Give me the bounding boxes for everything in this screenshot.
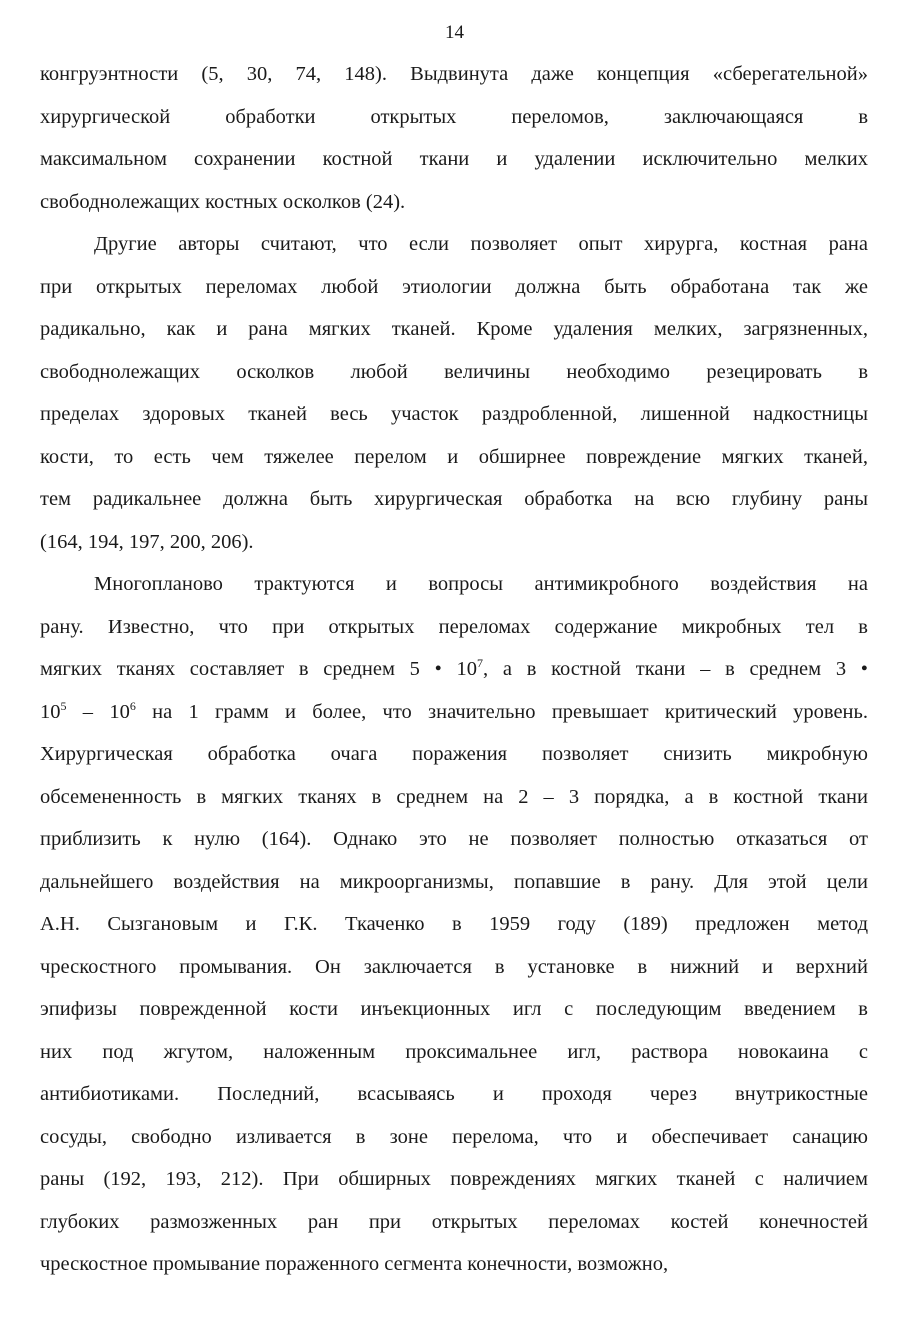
text-line: рану. Известно, что при открытых переломах содержание микробных тел в	[40, 615, 868, 638]
superscript-exponent: 7	[477, 656, 484, 671]
text-line: сосуды, свободно изливается в зоне перелома, что и обеспечивает санацию	[40, 1125, 868, 1148]
text-line	[40, 648, 868, 691]
text-line: чрескостное промывание пораженного сегмента конечности, возможно,	[40, 1253, 669, 1275]
paragraph-p2	[40, 223, 868, 563]
text-line: А.Н. Сызгановым и Г.К. Ткаченко в 1959 году (189) предложен метод	[40, 913, 868, 935]
text-segment: на 1 грамм и более, что значительно превышает критический уровень.	[135, 700, 868, 723]
text-segment: 10	[40, 700, 61, 723]
superscript-exponent: 6	[129, 698, 136, 713]
text-line: хирургической обработки открытых переломов, заключающаяся в	[40, 105, 868, 128]
text-line: эпифизы поврежденной кости инъекционных игл с последующим введением в	[40, 998, 868, 1020]
text-line: антибиотиками. Последний, всасываясь и проходя через внутрикостные	[40, 1083, 868, 1105]
text-line: свободнолежащих осколков любой величины необходимо резецировать в	[40, 360, 868, 383]
text-line: конгруэнтности (5, 30, 74, 148). Выдвинута даже концепция «сберегательной»	[40, 63, 868, 85]
text-line: свободнолежащих костных осколков (24).	[40, 190, 406, 213]
text-line: кости, то есть чем тяжелее перелом и обширнее повреждение мягких тканей,	[40, 445, 868, 468]
text-line: дальнейшего воздействия на микроорганизмы, попавшие в рану. Для этой цели	[40, 870, 868, 893]
text-segment: , а в костной ткани – в среднем 3 •	[483, 658, 868, 680]
text-line: обсемененность в мягких тканях в среднем на 2 – 3 порядка, а в костной ткани	[40, 785, 868, 808]
text-line: них под жгутом, наложенным проксимальнее игл, раствора новокаина с	[40, 1040, 868, 1063]
page-number: 14	[445, 22, 464, 43]
text-line: Хирургическая обработка очага поражения позволяет снизить микробную	[40, 743, 868, 765]
superscript-exponent: 5	[60, 698, 67, 713]
text-segment: мягких тканях составляет в среднем 5 • 10	[40, 658, 478, 680]
text-line: глубоких размозженных ран при открытых переломах костей конечностей	[40, 1210, 868, 1233]
text-segment: – 10	[66, 700, 130, 723]
text-line: приблизить к нулю (164). Однако это не позволяет полностью отказаться от	[40, 828, 868, 850]
text-line: Другие авторы считают, что если позволяет опыт хирурга, костная рана	[94, 233, 868, 255]
text-line: чрескостного промывания. Он заключается в установке в нижний и верхний	[40, 955, 868, 978]
text-line: тем радикальнее должна быть хирургическая обработка на всю глубину раны	[40, 488, 868, 510]
text-line	[40, 691, 868, 734]
text-line: максимальном сохранении костной ткани и удалении исключительно мелких	[40, 148, 868, 170]
paragraph-p1	[40, 53, 868, 223]
text-line: при открытых переломах любой этиологии должна быть обработана так же	[40, 275, 868, 298]
paragraph-p3	[40, 563, 868, 1286]
text-line: (164, 194, 197, 200, 206).	[40, 530, 254, 553]
text-body	[40, 53, 868, 1286]
text-line: Многопланово трактуются и вопросы антимикробного воздействия на	[94, 573, 868, 595]
text-line: радикально, как и рана мягких тканей. Кроме удаления мелких, загрязненных,	[40, 318, 868, 340]
text-line: пределах здоровых тканей весь участок раздробленной, лишенной надкостницы	[40, 403, 868, 425]
text-line: раны (192, 193, 212). При обширных повреждениях мягких тканей с наличием	[40, 1168, 868, 1190]
